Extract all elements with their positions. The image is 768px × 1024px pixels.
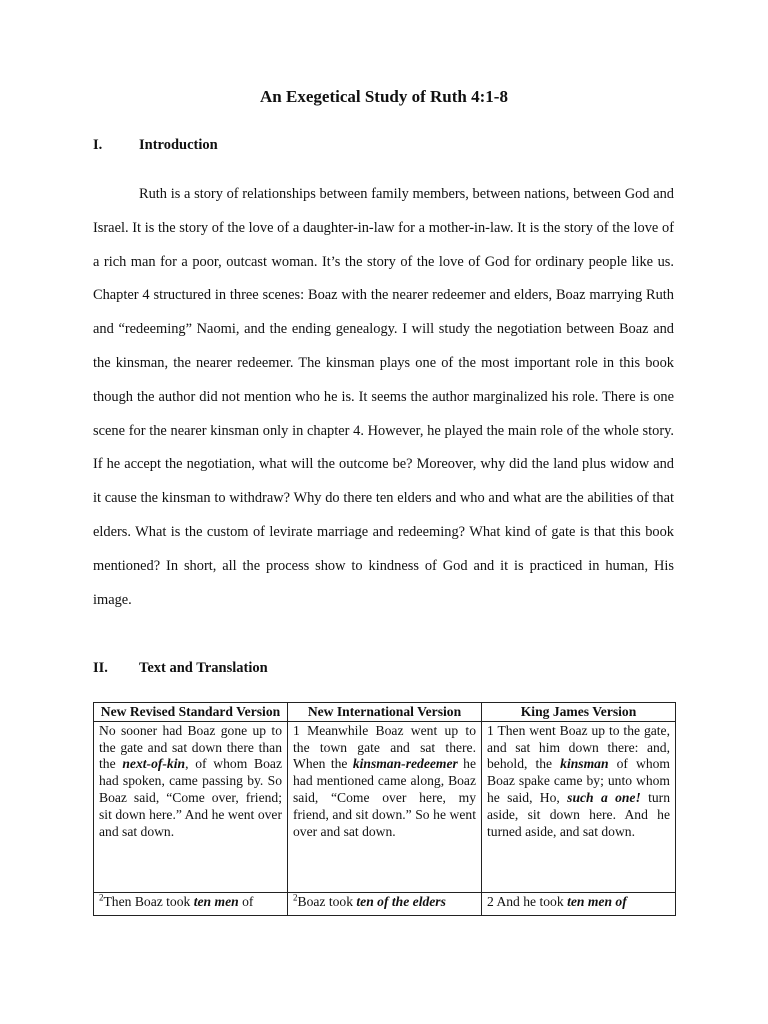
nrsv-verse-2 — [94, 892, 288, 915]
verse-text: of whom Boaz spake came by; unto whom he said, Ho, — [487, 756, 670, 805]
document-title: An Exegetical Study of Ruth 4:1-8 — [260, 87, 508, 106]
introduction-paragraph: Ruth is a story of relationships between family members, between nations, between God and Israel. It is the story of the love of a daughter-in-law for a mother-in-law. It is the story of the love of a rich man for a poor, outcast woman. It’s the story of the love of God for ordinary people like us. Chapter 4 structured in three scenes: Boaz with the nearer redeemer and elders, Boaz marrying Ruth and “redeeming” Naomi, and the ending genealogy. I will study the negotiation between Boaz and the kinsman, the nearer redeemer. The kinsman plays one of the most important role in this book though the author did not mention who he is. It seems the author marginalized his role. There is one scene for the nearer kinsman only in chapter 4. However, he played the main role of the whole story. If he accept the negotiation, what will the outcome be? Moreover, why did the land plus widow and it cause the kinsman to withdraw? Why do there ten elders and who and what are the abilities of that elders. What is the custom of levirate marriage and redeeming? What kind of gate is that this book mentioned? In short, all the process show to kindness of God and it is practiced in human, His image. — [93, 186, 674, 608]
niv-verse-1 — [288, 721, 482, 892]
emphasized-term: kinsman — [560, 756, 609, 772]
translation-comparison-table — [93, 702, 676, 916]
kjv-verse-1 — [482, 721, 676, 892]
column-header-nrsv: New Revised Standard Version — [94, 703, 288, 722]
kjv-verse-2 — [482, 892, 676, 915]
emphasized-term: ten men — [193, 893, 239, 909]
nrsv-verse-1 — [94, 721, 288, 892]
verse-text: turn aside, sit down here. And he turned aside, and sat down. — [487, 789, 671, 839]
table-header-row — [94, 703, 676, 722]
verse-text: Then Boaz took — [103, 893, 194, 909]
emphasized-term: kinsman-redeemer — [352, 756, 458, 772]
verse-text: he had mentioned came along, Boaz said, “Come over here, my friend, and sit down.” So he went over and sat down. — [293, 756, 476, 839]
emphasized-term: such a one! — [567, 789, 641, 805]
emphasized-term: ten men of — [567, 893, 627, 909]
verse-text: 2 And he took — [487, 893, 568, 909]
section-title: Introduction — [139, 137, 218, 153]
niv-verse-2 — [288, 892, 482, 915]
section-number: I. — [93, 137, 103, 153]
table-row — [94, 721, 676, 892]
table-row — [94, 892, 676, 915]
verse-text: Boaz took — [297, 893, 357, 909]
verse-number: 2 — [99, 892, 104, 903]
section-number: II. — [93, 660, 108, 676]
emphasized-term: ten of the elders — [356, 893, 446, 909]
column-header-niv: New International Version — [288, 703, 482, 722]
section-heading-introduction — [93, 137, 218, 154]
verse-text: , of whom Boaz had spoken, came passing by. So Boaz said, “Come over, friend; sit down here.” And he went over and sat down. — [99, 756, 282, 839]
emphasized-term: next-of-kin — [122, 756, 186, 772]
verse-number: 2 — [293, 892, 298, 903]
verse-text: No sooner had Boaz gone up to the gate and sat down there than the — [99, 722, 282, 772]
verse-text: 1 Then went Boaz up to the gate, and sat him down there: and, behold, the — [487, 722, 670, 772]
column-header-kjv: King James Version — [482, 703, 676, 722]
verse-text: 1 Meanwhile Boaz went up to the town gate and sat there. When the — [293, 722, 476, 772]
verse-text: of — [238, 893, 254, 909]
section-title: Text and Translation — [139, 660, 268, 676]
section-heading-text-translation — [93, 660, 268, 677]
